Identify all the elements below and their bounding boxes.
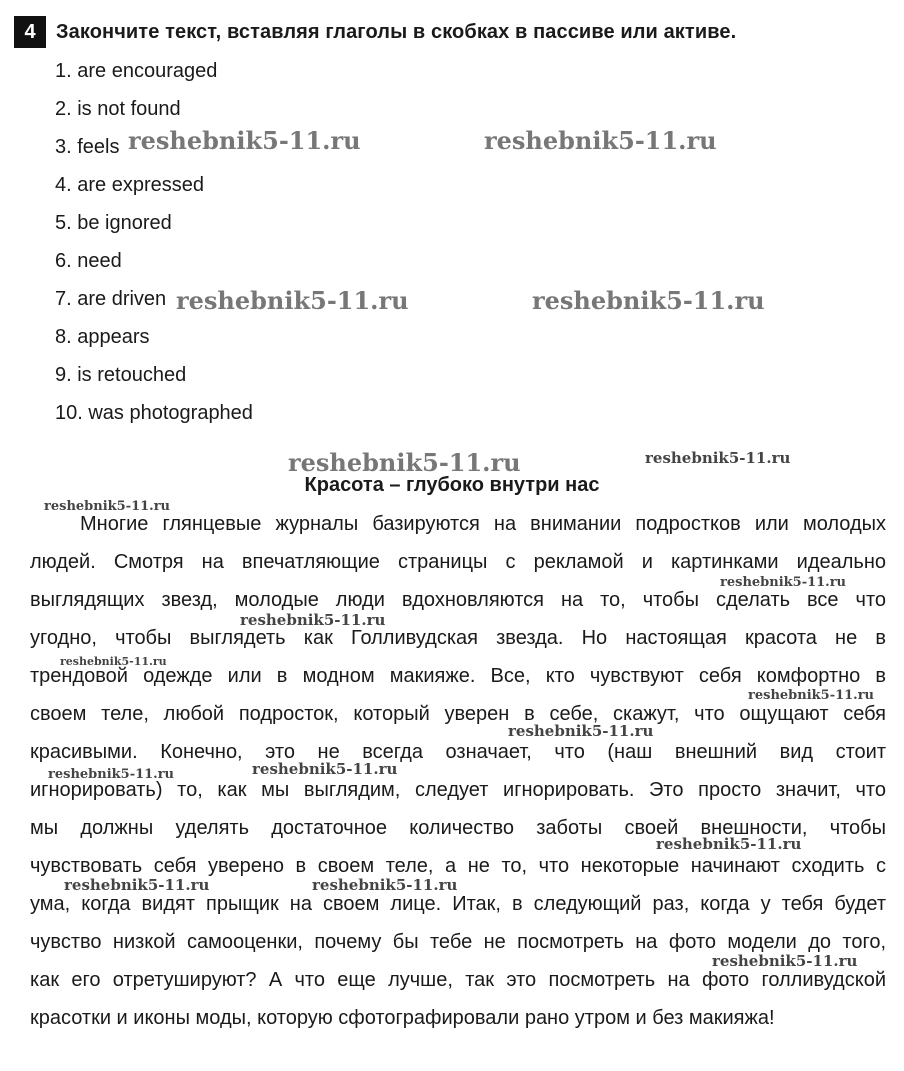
text-title: Красота – глубоко внутри нас — [304, 474, 600, 496]
watermark: reshebnik5-11.ru — [48, 767, 175, 782]
answer-item: 7. are driven — [55, 288, 167, 310]
watermark: reshebnik5-11.ru — [532, 286, 765, 315]
answer-item: 6. need — [55, 250, 122, 272]
watermark: reshebnik5-11.ru — [720, 575, 847, 590]
text-line: ума, когда видят прыщик на своем лице. Итак, в следующий раз, когда у тебя будет — [30, 893, 886, 915]
text-line: Многие глянцевые журналы базируются на внимании подростков или молодых — [80, 513, 886, 535]
watermark: reshebnik5-11.ru — [64, 876, 210, 894]
answer-list — [55, 52, 253, 432]
watermark: reshebnik5-11.ru — [288, 448, 521, 477]
watermark: reshebnik5-11.ru — [60, 655, 167, 668]
text-line: трендовой одежде или в модном макияже. Все, кто чувствуют себя комфортно в — [30, 665, 886, 687]
text-line: красотки и иконы моды, которую сфотографировали рано утром и без макияжа! — [30, 1007, 775, 1029]
answer-item: 3. feels — [55, 136, 120, 158]
watermark: reshebnik5-11.ru — [484, 126, 717, 155]
watermark: reshebnik5-11.ru — [656, 835, 802, 853]
text-line: игнорировать) то, как мы выглядим, следует игнорировать. Это просто значит, что — [30, 779, 886, 801]
watermark: reshebnik5-11.ru — [176, 286, 409, 315]
watermark: reshebnik5-11.ru — [312, 876, 458, 894]
answer-item: 2. is not found — [55, 98, 181, 120]
text-line: как его отретушируют? А что еще лучше, так это посмотреть на фото голливудской — [30, 969, 886, 991]
text-line: выглядящих звезд, молодые люди вдохновляются на то, чтобы сделать все что — [30, 589, 886, 611]
watermark: reshebnik5-11.ru — [128, 126, 361, 155]
watermark: reshebnik5-11.ru — [240, 611, 386, 629]
answer-item: 1. are encouraged — [55, 60, 218, 82]
watermark: reshebnik5-11.ru — [44, 499, 171, 514]
text-line: чувство низкой самооценки, почему бы тебе не посмотреть на фото модели до того, — [30, 931, 886, 953]
watermark: reshebnik5-11.ru — [252, 760, 398, 778]
text-line: чувствовать себя уверено в своем теле, а не то, что некоторые начинают сходить с — [30, 855, 886, 877]
text-line: угодно, чтобы выглядеть как Голливудская звезда. Но настоящая красота не в — [30, 627, 886, 649]
task-instruction: Закончите текст, вставляя глаголы в скобках в пассиве или активе. — [56, 20, 737, 43]
answer-item: 10. was photographed — [55, 402, 253, 424]
answer-item: 8. appears — [55, 326, 150, 348]
answer-item: 5. be ignored — [55, 212, 172, 234]
watermark: reshebnik5-11.ru — [748, 688, 875, 703]
text-line: своем теле, любой подросток, который уверен в себе, скажут, что ощущают себя — [30, 703, 886, 725]
answer-item: 4. are expressed — [55, 174, 204, 196]
watermark: reshebnik5-11.ru — [712, 952, 858, 970]
answer-item: 9. is retouched — [55, 364, 187, 386]
text-line: людей. Смотря на впечатляющие страницы с рекламой и картинками идеально — [30, 551, 886, 573]
watermark: reshebnik5-11.ru — [508, 722, 654, 740]
task-header — [14, 16, 736, 48]
watermark: reshebnik5-11.ru — [645, 449, 791, 467]
text-line: мы должны уделять достаточное количество заботы своей внешности, чтобы — [30, 817, 886, 839]
text-line: красивыми. Конечно, это не всегда означает, что (наш внешний вид стоит — [30, 741, 886, 763]
task-number-badge: 4 — [14, 16, 46, 48]
